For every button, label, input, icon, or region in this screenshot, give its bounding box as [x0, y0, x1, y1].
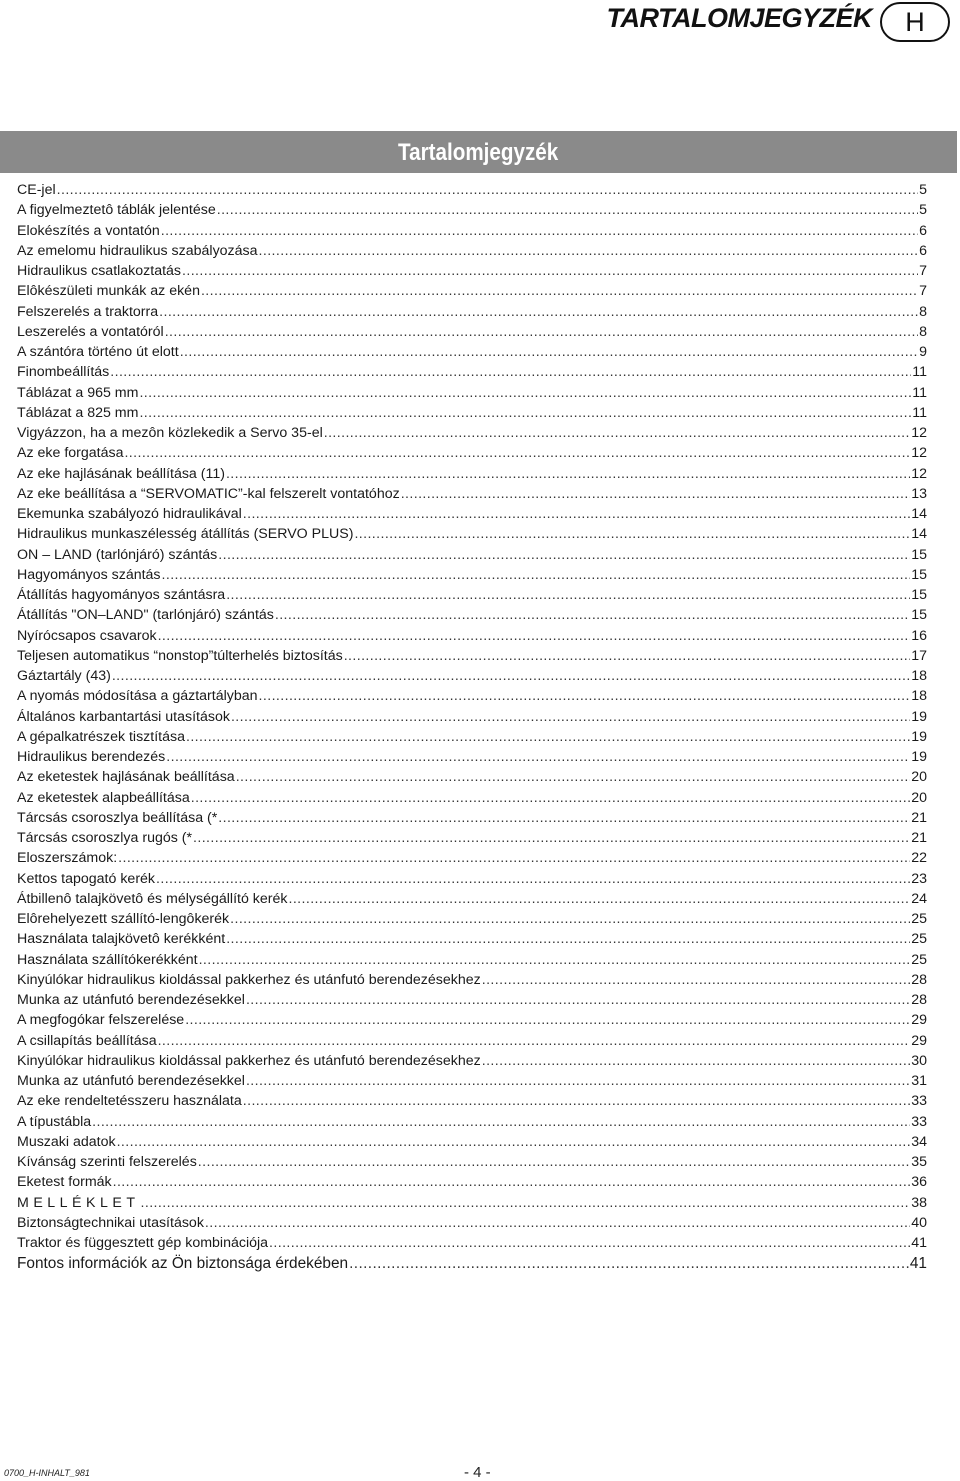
- toc-entry-title: Munka az utánfutó berendezésekkel: [17, 992, 245, 1008]
- section-title: Tartalomjegyzék: [398, 139, 559, 166]
- toc-entry[interactable]: [17, 403, 927, 423]
- toc-entry-title: Elokészítés a vontatón: [17, 222, 160, 239]
- toc-dot-leader: [259, 241, 919, 261]
- toc-entry[interactable]: [17, 1254, 927, 1274]
- toc-entry-page: 15: [911, 546, 927, 563]
- toc-entry-page: 8: [919, 303, 927, 320]
- toc-entry[interactable]: [17, 747, 927, 767]
- toc-entry[interactable]: [17, 626, 927, 646]
- toc-entry[interactable]: [17, 464, 927, 484]
- toc-entry-page: 5: [919, 202, 927, 219]
- toc-entry[interactable]: [17, 585, 927, 605]
- toc-entry-page: 11: [912, 404, 927, 421]
- toc-entry-page: 19: [911, 728, 927, 745]
- toc-entry-page: 8: [919, 323, 927, 340]
- toc-entry-title: Az eke hajlásának beállítása (11): [17, 465, 225, 482]
- toc-entry[interactable]: [17, 707, 927, 727]
- toc-entry-title: Ekemunka szabályozó hidraulikával: [17, 506, 242, 522]
- toc-entry[interactable]: [17, 605, 927, 625]
- toc-entry-title: A nyomás módosítása a gáztartályban: [17, 688, 258, 705]
- toc-dot-leader: [236, 767, 911, 787]
- toc-entry-page: 33: [911, 1113, 927, 1130]
- toc-entry[interactable]: [17, 970, 927, 990]
- toc-entry-page: 29: [911, 1032, 927, 1049]
- toc-entry[interactable]: [17, 1010, 927, 1030]
- toc-entry[interactable]: [17, 484, 927, 504]
- toc-entry-title: Teljesen automatikus “nonstop”túlterhelés biztosítás: [17, 647, 343, 664]
- toc-entry-title: A csillapítás beállítása: [17, 1032, 157, 1049]
- toc-entry-title: CE-jel: [17, 182, 56, 198]
- toc-entry[interactable]: [17, 524, 927, 544]
- toc-entry[interactable]: [17, 322, 927, 342]
- toc-entry-title: Fontos információk az Ön biztonsága érdekében: [17, 1255, 349, 1273]
- toc-entry-title: Vigyázzon, ha a mezôn közlekedik a Servo 35-el: [17, 425, 323, 441]
- toc-entry[interactable]: [17, 1051, 927, 1071]
- toc-dot-leader: [185, 1010, 910, 1030]
- toc-entry[interactable]: [17, 646, 927, 666]
- toc-entry-title: A szántóra történo út elott: [17, 344, 179, 360]
- toc-entry[interactable]: [17, 1152, 927, 1172]
- toc-dot-leader: [186, 727, 910, 747]
- toc-entry-page: 11: [912, 384, 927, 401]
- toc-entry-page: 20: [911, 789, 927, 806]
- toc-dot-leader: [226, 464, 910, 484]
- toc-dot-leader: [246, 990, 910, 1010]
- toc-entry-page: 5: [919, 182, 927, 198]
- toc-dot-leader: [191, 788, 910, 808]
- toc-dot-leader: [230, 909, 910, 929]
- toc-entry[interactable]: [17, 1193, 927, 1213]
- toc-entry-title: Használata talajkövetô kerékként: [17, 931, 226, 948]
- toc-entry[interactable]: [17, 1071, 927, 1091]
- toc-entry-page: 40: [911, 1214, 927, 1231]
- toc-entry-page: 9: [919, 344, 927, 360]
- toc-entry[interactable]: [17, 1233, 927, 1253]
- toc-entry[interactable]: [17, 727, 927, 747]
- toc-entry-title: Az eketestek hajlásának beállítása: [17, 769, 235, 786]
- toc-entry-page: 34: [911, 1133, 927, 1150]
- toc-entry-title: Tárcsás csoroszlya rugós (*: [17, 830, 193, 846]
- toc-entry-title: Leszerelés a vontatóról: [17, 323, 164, 340]
- toc-entry[interactable]: [17, 565, 927, 585]
- toc-entry[interactable]: [17, 848, 927, 868]
- toc-dot-leader: [231, 707, 910, 727]
- toc-dot-leader: [158, 626, 911, 646]
- toc-dot-leader: [110, 362, 911, 382]
- toc-dot-leader: [226, 585, 910, 605]
- toc-entry-page: 6: [919, 242, 927, 259]
- page-header-title: TARTALOMJEGYZÉK: [606, 3, 872, 33]
- toc-entry[interactable]: [17, 241, 927, 261]
- toc-entry-page: 11: [912, 364, 927, 381]
- toc-entry-page: 12: [911, 425, 927, 441]
- toc-entry-title: Az emelomu hidraulikus szabályozása: [17, 242, 258, 259]
- toc-entry[interactable]: [17, 261, 927, 281]
- toc-entry[interactable]: [17, 281, 927, 301]
- toc-entry-title: Elôrehelyezett szállító-lengôkerék: [17, 911, 230, 927]
- toc-entry[interactable]: [17, 1031, 927, 1051]
- toc-dot-leader: [205, 1213, 910, 1233]
- toc-dot-leader: [180, 342, 918, 362]
- toc-entry[interactable]: [17, 889, 927, 909]
- toc-entry-page: 17: [911, 647, 927, 664]
- toc-dot-leader: [354, 524, 910, 544]
- toc-dot-leader: [275, 605, 910, 625]
- toc-entry-page: 7: [919, 263, 927, 279]
- toc-dot-leader: [199, 950, 911, 970]
- toc-entry[interactable]: [17, 1132, 927, 1152]
- toc-dot-leader: [156, 869, 910, 889]
- toc-entry[interactable]: [17, 808, 927, 828]
- toc-entry-title: Munka az utánfutó berendezésekkel: [17, 1073, 245, 1089]
- toc-entry[interactable]: [17, 950, 927, 970]
- toc-dot-leader: [141, 1193, 911, 1213]
- toc-entry-page: 19: [911, 749, 927, 765]
- toc-entry[interactable]: [17, 362, 927, 382]
- toc-dot-leader: [201, 281, 918, 301]
- toc-entry[interactable]: [17, 1112, 927, 1132]
- toc-dot-leader: [401, 484, 911, 504]
- toc-entry-page: 15: [911, 607, 927, 624]
- toc-entry-page: 14: [911, 506, 927, 522]
- toc-entry-title: A gépalkatrészek tisztítása: [17, 728, 185, 745]
- toc-entry[interactable]: [17, 383, 927, 403]
- toc-entry-page: 20: [911, 769, 927, 786]
- toc-dot-leader: [217, 200, 918, 220]
- toc-entry-title: Elôkészületi munkák az ekén: [17, 283, 200, 300]
- toc-entry[interactable]: [17, 423, 927, 443]
- toc-dot-leader: [124, 443, 910, 463]
- toc-entry-page: 21: [911, 830, 927, 846]
- toc-entry-title: Traktor és függesztett gép kombinációja: [17, 1235, 269, 1251]
- toc-entry[interactable]: [17, 545, 927, 565]
- toc-entry-page: 16: [911, 627, 927, 644]
- toc-entry-page: 23: [911, 870, 927, 887]
- toc-entry-page: 24: [911, 890, 927, 907]
- toc-entry-page: 21: [911, 809, 927, 826]
- toc-dot-leader: [269, 1233, 910, 1253]
- toc-entry-title: Biztonságtechnikai utasítások: [17, 1214, 204, 1231]
- toc-entry-title: Nyírócsapos csavarok: [17, 627, 157, 644]
- toc-entry[interactable]: [17, 788, 927, 808]
- toc-entry-page: 41: [909, 1255, 927, 1273]
- toc-entry-page: 7: [919, 283, 927, 300]
- toc-dot-leader: [324, 423, 910, 443]
- toc-entry[interactable]: [17, 767, 927, 787]
- toc-entry-title: Az eketestek alapbeállítása: [17, 789, 190, 806]
- toc-entry-title: Használata szállítókerékként: [17, 951, 198, 968]
- toc-entry[interactable]: [17, 504, 927, 524]
- toc-entry-page: 15: [911, 566, 927, 583]
- toc-entry-title: Muszaki adatok: [17, 1133, 116, 1150]
- toc-entry-title: Hidraulikus csatlakoztatás: [17, 263, 182, 279]
- toc-dot-leader: [113, 1172, 911, 1192]
- toc-dot-leader: [482, 970, 910, 990]
- toc-entry-page: 12: [911, 445, 927, 462]
- toc-dot-leader: [165, 322, 918, 342]
- toc-entry-title: A típustábla: [17, 1113, 92, 1130]
- toc-dot-leader: [246, 1071, 910, 1091]
- toc-dot-leader: [226, 929, 910, 949]
- toc-entry-title: Táblázat a 965 mm: [17, 384, 139, 401]
- toc-entry-title: Gáztartály (43): [17, 668, 111, 684]
- toc-entry[interactable]: [17, 200, 927, 220]
- toc-dot-leader: [162, 565, 911, 585]
- toc-dot-leader: [158, 1031, 911, 1051]
- toc-dot-leader: [161, 221, 918, 241]
- toc-entry-title: MELLÉKLET: [17, 1194, 140, 1211]
- toc-entry-title: Hidraulikus berendezés: [17, 749, 166, 765]
- toc-entry-page: 41: [911, 1235, 927, 1251]
- toc-entry-page: 33: [911, 1093, 927, 1110]
- toc-entry-title: Átbillenô talajkövetô és mélységállító kerék: [17, 890, 288, 907]
- toc-dot-leader: [243, 1091, 910, 1111]
- toc-entry-page: 38: [911, 1194, 927, 1211]
- language-badge: H: [880, 2, 950, 42]
- toc-entry-title: Az eke beállítása a “SERVOMATIC”-kal felszerelt vontatóhoz: [17, 485, 400, 502]
- toc-entry-title: Kinyúlókar hidraulikus kioldással pakkerhez és utánfutó berendezésekhez: [17, 971, 481, 988]
- toc-entry[interactable]: [17, 1172, 927, 1192]
- toc-entry-page: 13: [911, 485, 927, 502]
- toc-entry-title: Hidraulikus munkaszélesség átállítás (SERVO PLUS): [17, 526, 354, 543]
- toc-entry-title: Hagyományos szántás: [17, 566, 161, 583]
- toc-entry-page: 15: [911, 587, 927, 603]
- table-of-contents: [17, 180, 927, 1275]
- toc-entry-page: 29: [911, 1012, 927, 1029]
- toc-entry-page: 14: [911, 526, 927, 543]
- section-title-bar: [0, 131, 957, 173]
- toc-entry[interactable]: [17, 302, 927, 322]
- toc-entry-page: 35: [911, 1154, 927, 1170]
- toc-entry[interactable]: [17, 686, 927, 706]
- toc-dot-leader: [112, 666, 910, 686]
- toc-dot-leader: [243, 504, 910, 524]
- toc-entry-title: Általános karbantartási utasítások: [17, 708, 230, 725]
- toc-entry-title: Átállítás hagyományos szántásra: [17, 587, 226, 603]
- toc-entry[interactable]: [17, 869, 927, 889]
- toc-entry-title: Kívánság szerinti felszerelés: [17, 1154, 197, 1170]
- toc-entry-title: Tárcsás csoroszlya beállítása (*: [17, 809, 218, 826]
- toc-entry[interactable]: [17, 828, 927, 848]
- toc-dot-leader: [259, 686, 911, 706]
- toc-dot-leader: [57, 180, 918, 200]
- toc-entry-title: ON – LAND (tarlónjáró) szántás: [17, 546, 218, 563]
- toc-dot-leader: [349, 1254, 909, 1274]
- toc-dot-leader: [482, 1051, 910, 1071]
- page-number: - 4 -: [464, 1464, 491, 1481]
- toc-entry-title: Eketest formák: [17, 1174, 112, 1191]
- toc-dot-leader: [139, 383, 911, 403]
- toc-entry-page: 25: [911, 911, 927, 927]
- toc-dot-leader: [218, 545, 910, 565]
- toc-dot-leader: [118, 848, 910, 868]
- toc-entry[interactable]: [17, 929, 927, 949]
- toc-dot-leader: [117, 1132, 911, 1152]
- toc-entry-page: 28: [911, 971, 927, 988]
- toc-entry-page: 6: [919, 222, 927, 239]
- toc-entry-page: 25: [911, 931, 927, 948]
- toc-entry-page: 12: [911, 465, 927, 482]
- toc-entry-title: Felszerelés a traktorra: [17, 303, 159, 320]
- toc-dot-leader: [289, 889, 911, 909]
- toc-entry-page: 30: [911, 1052, 927, 1069]
- toc-entry-page: 18: [911, 668, 927, 684]
- toc-entry-page: 28: [911, 992, 927, 1008]
- toc-entry-title: Kettos tapogató kerék: [17, 870, 156, 887]
- toc-entry-title: Finombeállítás: [17, 364, 110, 381]
- toc-dot-leader: [92, 1112, 910, 1132]
- toc-entry-page: 22: [911, 850, 927, 867]
- toc-dot-leader: [218, 808, 910, 828]
- toc-entry[interactable]: [17, 666, 927, 686]
- document-code: 0700_H-INHALT_981: [4, 1468, 90, 1478]
- toc-dot-leader: [139, 403, 911, 423]
- toc-dot-leader: [159, 302, 918, 322]
- toc-entry[interactable]: [17, 1091, 927, 1111]
- toc-entry-page: 31: [911, 1073, 927, 1089]
- toc-entry-page: 36: [911, 1174, 927, 1191]
- toc-entry[interactable]: [17, 990, 927, 1010]
- toc-entry-title: Az eke rendeltetésszeru használata: [17, 1093, 242, 1110]
- toc-dot-leader: [166, 747, 910, 767]
- toc-entry-title: A megfogókar felszerelése: [17, 1012, 185, 1029]
- toc-entry[interactable]: [17, 180, 927, 200]
- toc-entry-title: Átállítás "ON–LAND" (tarlónjáró) szántás: [17, 607, 274, 624]
- toc-entry[interactable]: [17, 221, 927, 241]
- toc-dot-leader: [182, 261, 918, 281]
- toc-entry-title: Az eke forgatása: [17, 445, 124, 462]
- toc-dot-leader: [344, 646, 911, 666]
- toc-entry-title: A figyelmeztetô táblák jelentése: [17, 202, 216, 219]
- toc-entry-title: Kinyúlókar hidraulikus kioldással pakkerhez és utánfutó berendezésekhez: [17, 1052, 481, 1069]
- toc-entry[interactable]: [17, 909, 927, 929]
- toc-entry-page: 19: [911, 708, 927, 725]
- toc-entry-page: 25: [911, 951, 927, 968]
- toc-entry-title: Eloszerszámok:: [17, 850, 118, 867]
- toc-dot-leader: [198, 1152, 910, 1172]
- toc-entry-title: Táblázat a 825 mm: [17, 404, 139, 421]
- toc-dot-leader: [193, 828, 910, 848]
- toc-entry[interactable]: [17, 342, 927, 362]
- toc-entry[interactable]: [17, 1213, 927, 1233]
- toc-entry-page: 18: [911, 688, 927, 705]
- toc-entry[interactable]: [17, 443, 927, 463]
